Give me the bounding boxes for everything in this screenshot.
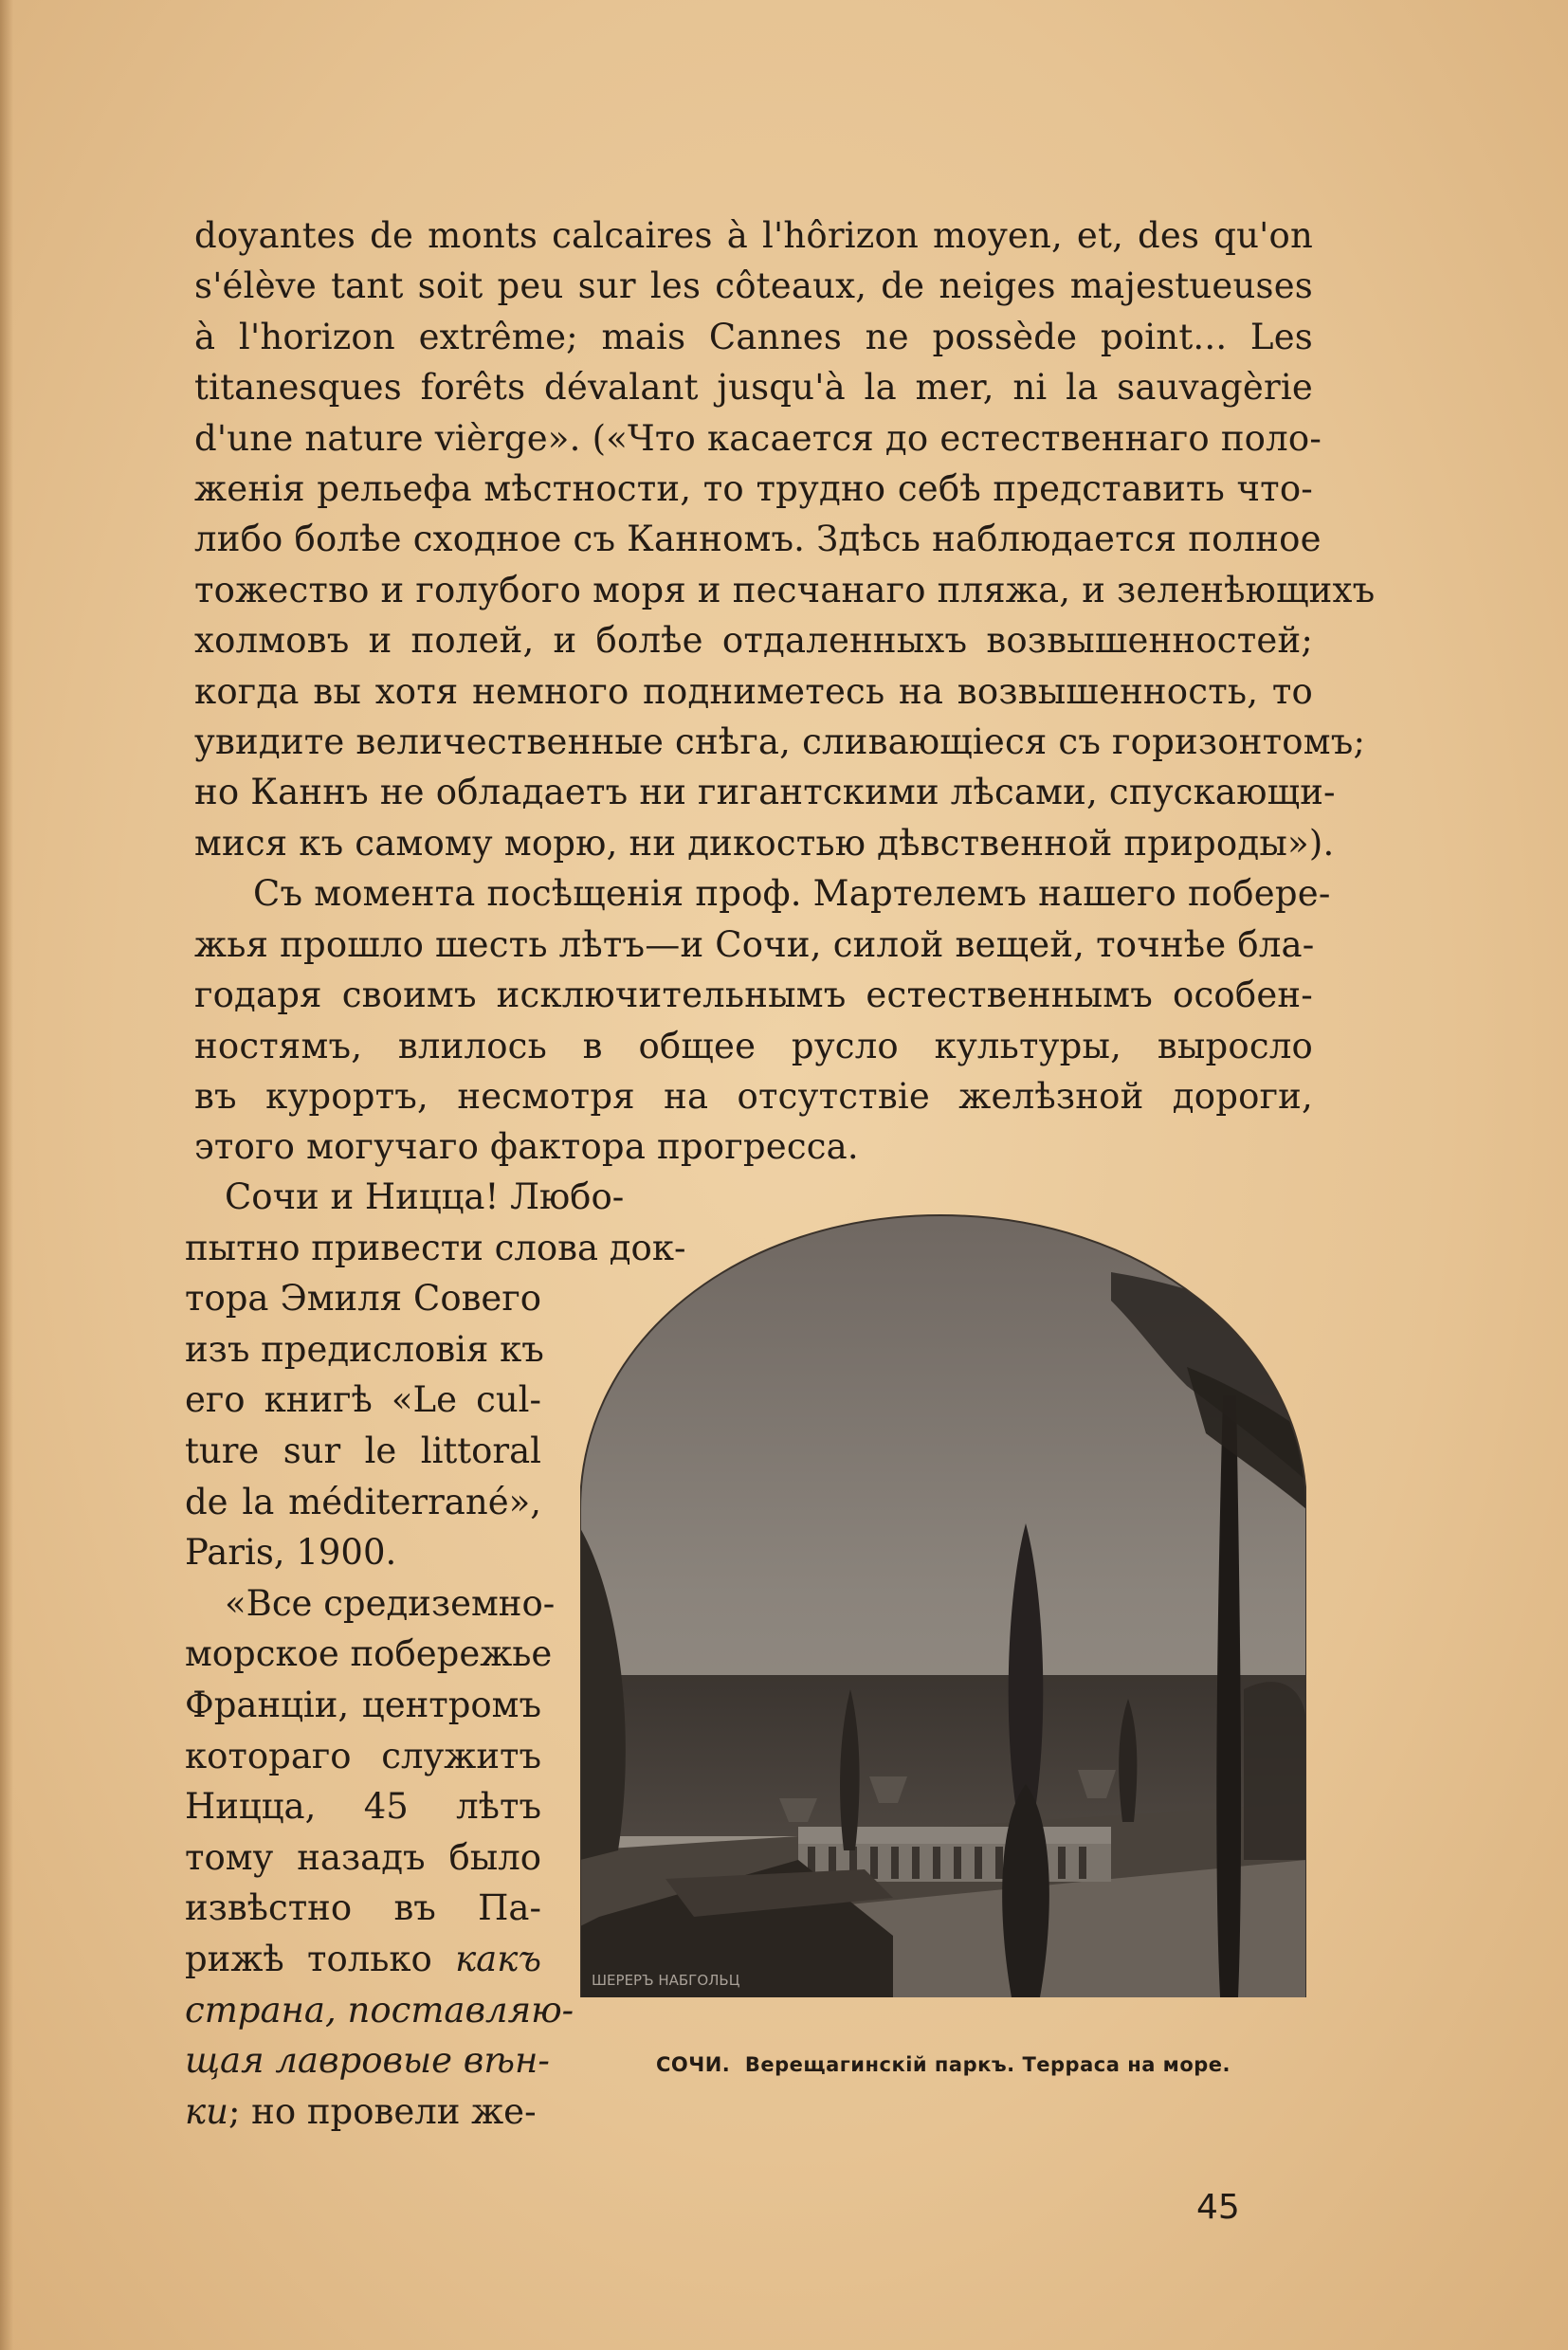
- page-edge: [0, 0, 13, 2350]
- text-line: когда вы хотя немного подниметесь на возвышенность, то: [194, 670, 1313, 712]
- text-line: годаря своимъ исключительнымъ естественнымъ особен-: [194, 975, 1313, 1016]
- text-line: щая лавровые вѣн-: [185, 2040, 550, 2082]
- text-line: [185, 2086, 541, 2138]
- text-line: морское побережье: [185, 1633, 553, 1675]
- text-line: въ курортъ, несмотря на отсутствіе желѣзной дороги,: [194, 1075, 1313, 1117]
- text-line: либо болѣе сходное съ Канномъ. Здѣсь наблюдается полное: [194, 519, 1322, 560]
- text-line: извѣстно въ Па-: [185, 1887, 541, 1929]
- text-line: тому назадъ было: [185, 1836, 541, 1878]
- caption-place: СОЧИ.: [655, 2053, 731, 2076]
- photo-watermark: ШЕРЕРЪ НАБГОЛЬЦ: [592, 1972, 740, 1989]
- text-line: Paris, 1900.: [185, 1532, 397, 1574]
- text-line: Сочи и Ницца! Любо-: [225, 1176, 625, 1217]
- text-line: doyantes de monts calcaires à l'hôrizon moyen, et, des qu'on: [194, 215, 1313, 256]
- text-line: тожество и голубого моря и песчанаго пляжа, и зеленѣющихъ: [194, 569, 1376, 610]
- text-line: ностямъ, влилось в общее русло культуры, выросло: [194, 1025, 1313, 1066]
- text-line: страна, поставляю-: [185, 1989, 574, 2031]
- text-line: жья прошло шесть лѣтъ—и Сочи, силой вещей, точнѣе бла-: [194, 923, 1315, 965]
- text-line: Франціи, центромъ: [185, 1684, 541, 1725]
- photo-caption: [580, 2053, 1306, 2076]
- italic-fragment: какъ: [455, 1938, 541, 1979]
- text-line: de la méditerrané»,: [185, 1481, 541, 1522]
- text-line: titanesques forêts dévalant jusqu'à la mer, ni la sauvagèrie: [194, 367, 1313, 409]
- text-line: ture sur le littoral: [185, 1430, 541, 1471]
- text-line: à l'horizon extrême; mais Cannes ne possède point... Les: [194, 316, 1313, 357]
- caption-text: Верещагинскій паркъ. Терраса на море.: [744, 2053, 1231, 2076]
- text-line: этого могучаго фактора прогресса.: [194, 1126, 859, 1168]
- text-fragment: ; но провели же-: [228, 2090, 537, 2132]
- text-fragment: рижѣ только: [185, 1938, 432, 1979]
- text-line: Съ момента посѣщенія проф. Мартелемъ нашего побере-: [253, 873, 1331, 915]
- text-line: [185, 1934, 541, 1985]
- text-line: увидите величественные снѣга, сливающіеся съ горизонтомъ;: [194, 721, 1366, 763]
- text-line: d'une nature vièrge». («Что касается до естественнаго поло-: [194, 417, 1322, 459]
- text-line: «Все средиземно-: [225, 1582, 556, 1624]
- text-line: Ницца, 45 лѣтъ: [185, 1786, 541, 1828]
- text-line: изъ предисловія къ: [185, 1328, 544, 1370]
- text-line: s'élève tant soit peu sur les côteaux, de neiges majestueuses: [194, 265, 1313, 307]
- text-line: женія рельефа мѣстности, то трудно себѣ представить что-: [194, 468, 1313, 510]
- park-terrace-photo: [580, 1196, 1306, 1997]
- text-line: тора Эмиля Совего: [185, 1278, 541, 1320]
- page-number: 45: [1196, 2188, 1240, 2227]
- italic-fragment: ки: [185, 2090, 228, 2132]
- text-line: холмовъ и полей, и болѣе отдаленныхъ возвышенностей;: [194, 620, 1313, 662]
- text-line: мися къ самому морю, ни дикостью дѣвственной природы»).: [194, 822, 1335, 864]
- text-line: котораго служитъ: [185, 1735, 541, 1776]
- main-text-block: [194, 210, 1376, 1173]
- text-line: его книгѣ «Le cul-: [185, 1379, 541, 1421]
- text-line: но Каннъ не обладаетъ ни гигантскими лѣсами, спускающи-: [194, 772, 1336, 813]
- text-line: пытно привести слова док-: [185, 1227, 686, 1268]
